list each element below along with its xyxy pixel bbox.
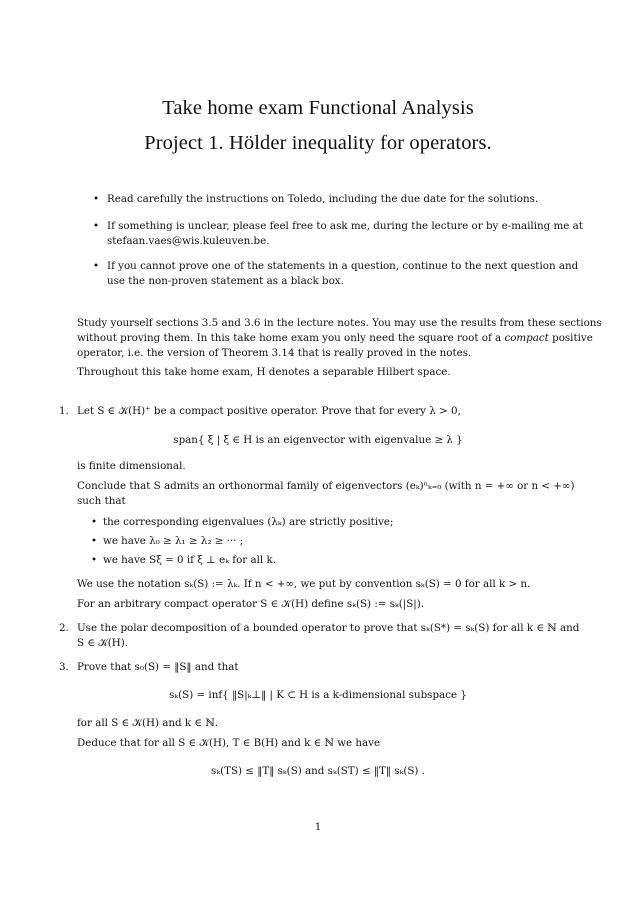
- q1-bullet-2: we have λ₀ ≥ λ₁ ≥ λ₂ ≥ ··· ;: [103, 535, 244, 547]
- q2-line-1: Use the polar decomposition of a bounded operator to prove that sₖ(S*) = sₖ(S) for all k ∈ ℕ and: [77, 622, 580, 634]
- q1-bullet-1: the corresponding eigenvalues (λₖ) are strictly positive;: [103, 516, 394, 528]
- q1-line-1: Let S ∈ 𝒦(H)⁺ be a compact positive operator. Prove that for every λ > 0,: [77, 405, 461, 417]
- intro-line-3: operator, i.e. the version of Theorem 3.14 that is really proved in the notes.: [77, 347, 472, 359]
- q3-line-1: Prove that s₀(S) = ‖S‖ and that: [77, 661, 239, 673]
- question-2-number: 2.: [59, 622, 69, 634]
- page-number: 1: [314, 821, 322, 833]
- q1-line-2: is finite dimensional.: [77, 460, 186, 472]
- instruction-2-line-2: stefaan.vaes@wis.kuleuven.be.: [107, 235, 270, 247]
- instruction-2-line-1: If something is unclear, please feel free to ask me, during the lecture or by e-mailing me at: [107, 220, 583, 232]
- instruction-3-line-1: If you cannot prove one of the statements in a question, continue to the next question and: [107, 260, 579, 272]
- intro-line-4: Throughout this take home exam, H denotes a separable Hilbert space.: [77, 366, 451, 378]
- intro-line-1: Study yourself sections 3.5 and 3.6 in the lecture notes. You may use the results from these sections: [77, 317, 602, 329]
- q3-line-2: for all S ∈ 𝒦(H) and k ∈ ℕ.: [77, 717, 219, 729]
- instruction-bullet: •: [93, 220, 100, 232]
- q1-display-equation: span{ ξ | ξ ∈ H is an eigenvector with eigenvalue ≥ λ }: [173, 434, 463, 446]
- title-line-2: Project 1. Hölder inequality for operators.: [144, 132, 492, 154]
- q1-bullet: •: [91, 516, 98, 528]
- instruction-3-line-2: use the non-proven statement as a black box.: [107, 275, 344, 287]
- q1-line-5: We use the notation sₖ(S) := λₖ. If n < +∞, we put by convention sₖ(S) = 0 for all k > n.: [77, 578, 531, 590]
- title-line-1: Take home exam Functional Analysis: [162, 97, 474, 119]
- q3-display-equation-2: sₖ(TS) ≤ ‖T‖ sₖ(S) and sₖ(ST) ≤ ‖T‖ sₖ(S) .: [211, 765, 425, 777]
- q1-bullet: •: [91, 535, 98, 547]
- q1-line-4: such that: [77, 495, 126, 507]
- question-1-number: 1.: [59, 405, 69, 417]
- q1-line-6: For an arbitrary compact operator S ∈ 𝒦(H) define sₖ(S) := sₖ(|S|).: [77, 598, 425, 610]
- intro-line-2: without proving them. In this take home exam you only need the square root of a compact positive: [77, 332, 593, 344]
- q1-bullet: •: [91, 554, 98, 566]
- instruction-bullet: •: [93, 193, 100, 205]
- instruction-bullet: •: [93, 260, 100, 272]
- instruction-1: Read carefully the instructions on Toledo, including the due date for the solutions.: [107, 193, 539, 205]
- q2-line-2: S ∈ 𝒦(H).: [77, 637, 129, 649]
- q3-display-equation-1: sₖ(S) = inf{ ‖S|ₖ⊥‖ | K ⊂ H is a k-dimensional subspace }: [169, 689, 467, 701]
- q3-line-3: Deduce that for all S ∈ 𝒦(H), T ∈ B(H) and k ∈ ℕ we have: [77, 737, 381, 749]
- question-3-number: 3.: [59, 661, 69, 673]
- q1-line-3: Conclude that S admits an orthonormal family of eigenvectors (eₖ)ⁿₖ₌₀ (with n = +∞ or n < +∞): [77, 480, 575, 492]
- q1-bullet-3: we have Sξ = 0 if ξ ⊥ eₖ for all k.: [103, 554, 276, 566]
